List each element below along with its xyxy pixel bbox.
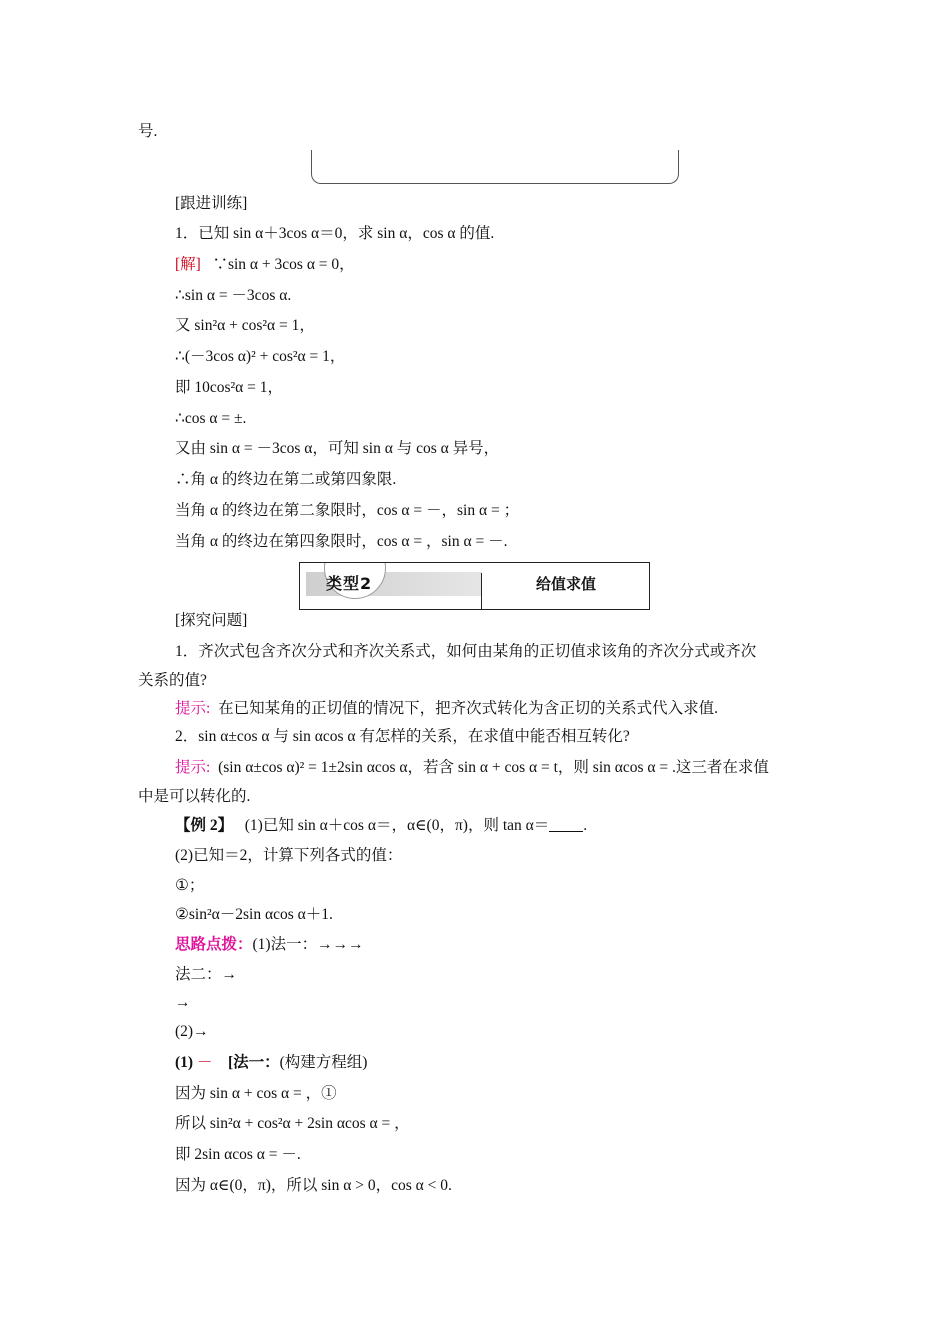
solution-line-1 [175,255,355,275]
hint-2-text: (sin α±cos α)² = 1±2sin αcos α，若含 sin α + cos α = t，则 sin αcos α = .这三者在求值 [218,759,769,776]
example-part-1: (1)已知 sin α＋cos α＝，α∈(0，π)，则 tan α＝ [244,817,550,834]
example-2-line-1 [175,816,587,836]
solution-line-8: ∴角 α 的终边在第二或第四象限. [175,471,397,488]
idea-line-1 [175,935,364,955]
hint-label: 提示: [175,759,211,776]
answer-line-5: 因为 α∈(0，π)，所以 sin α > 0，cos α < 0. [175,1177,452,1194]
example-2-line-4: ②sin²α－2sin αcos α＋1. [175,906,333,923]
idea-1: (1)法一：→→→ [252,936,364,953]
answer-line-3: 所以 sin²α + cos²α + 2sin αcos α = ， [175,1115,410,1132]
answer-line-1 [175,1053,367,1073]
idea-line-2: 法二：→ [175,966,238,983]
hint-label: 提示: [175,700,211,717]
solution-line-10: 当角 α 的终边在第四象限时，cos α = ，sin α = －. [175,533,508,550]
solution-line-6: ∴cos α = ±. [175,410,247,427]
answer-line-4: 即 2sin αcos α = －. [175,1146,301,1163]
solution-line-4: ∴(－3cos α)² + cos²α = 1， [175,348,346,365]
question-1-line-2: 关系的值? [138,672,207,689]
hint-2-line-1 [175,758,769,778]
example-tag: 【例 2】 [175,817,234,834]
idea-label: 思路点拨： [175,936,253,953]
answer-value: － [196,1054,213,1071]
solution-line-7: 又由 sin α = －3cos α，可知 sin α 与 cos α 异号， [175,440,500,457]
idea-line-4: (2)→ [175,1023,209,1040]
solution-line-9: 当角 α 的终边在第二象限时，cos α = －，sin α = ； [175,502,520,519]
solution-line-5: 即 10cos²α = 1， [175,379,284,396]
example-part-1-end: . [583,817,588,834]
answer-tag: (1) [175,1054,194,1071]
type-banner-left [300,563,482,609]
question-1-line-1: 1．齐次式包含齐次分式和齐次关系式，如何由某角的正切值求该角的齐次分式或齐次 [175,643,757,660]
section-heading-follow-up: [跟进训练] [175,195,248,212]
answer-method-rest: (构建方程组) [279,1054,368,1071]
example-2-line-3: ①； [175,877,205,894]
solution-line-2: ∴sin α = －3cos α. [175,287,292,304]
example-2-line-2: (2)已知＝2，计算下列各式的值： [175,847,403,864]
solution-text: ∵sin α + 3cos α = 0， [212,256,355,273]
content-frame-bottom [311,150,679,184]
answer-line-2: 因为 sin α + cos α = ，① [175,1085,337,1102]
answer-blank [549,817,583,832]
section-heading-explore: [探究问题] [175,612,248,629]
top-fragment: 号. [138,123,158,140]
question-2: 2．sin α±cos α 与 sin αcos α 有怎样的关系，在求值中能否相互转化? [175,728,630,745]
hint-1-text: 在已知某角的正切值的情况下，把齐次式转化为含正切的关系式代入求值. [218,700,718,717]
hint-1 [175,699,718,719]
type-label: 类型2 [326,574,373,593]
answer-method: [法一： [227,1054,280,1071]
problem-1: 1．已知 sin α＋3cos α＝0，求 sin α，cos α 的值. [175,225,495,242]
type-banner [299,562,650,610]
hint-2-line-2: 中是可以转化的. [138,788,251,805]
type-title: 给值求值 [535,575,596,593]
solution-tag: [解] [175,256,201,273]
idea-line-3: → [175,994,191,1011]
solution-line-3: 又 sin²α + cos²α = 1， [175,317,315,334]
